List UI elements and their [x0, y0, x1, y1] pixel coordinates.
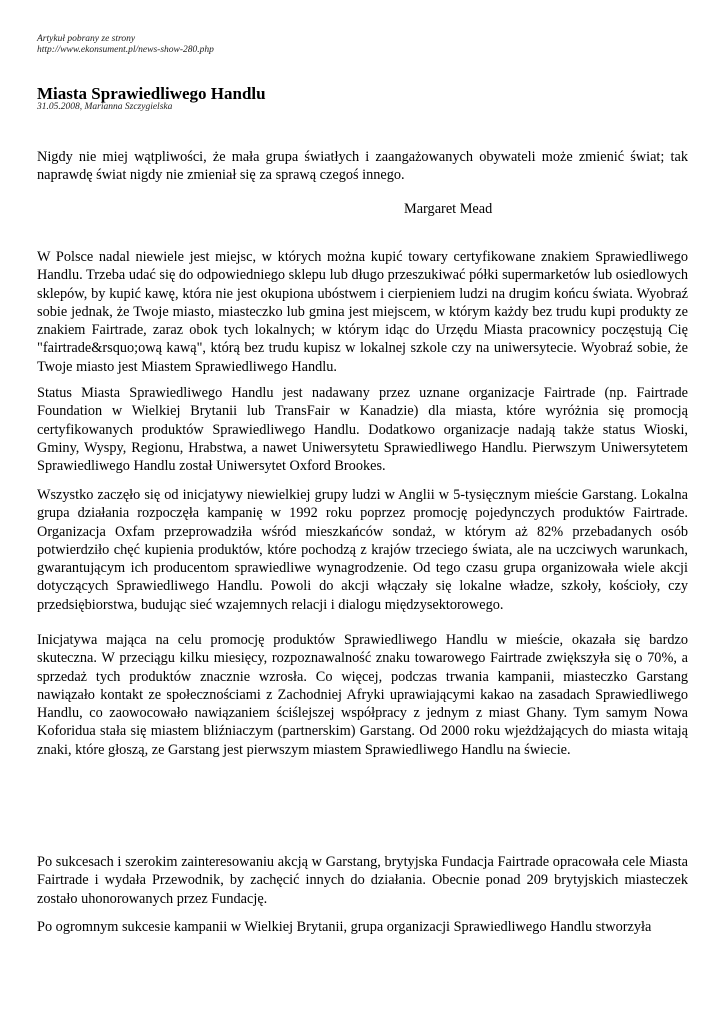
paragraph: W Polsce nadal niewiele jest miejsc, w których można kupić towary certyfikowane znakiem Sprawiedliwego Handlu. Trzeba udać się do odpowiedniego sklepu lub długo przeszukiwać półki supermarketów lub osiedlowych sklepów, by kupić kawę, która nie jest okupiona ubóstwem i cierpieniem ludzi na drugim końcu świata. Wyobraź sobie jednak, że Twoje miasto, miasteczko lub gmina jest miejscem, w którym każdy bez trudu kupi produkty ze znakiem Fairtrade, zaraz obok tych lokalnych; w którym idąc do Urzędu Miasta pracownicy poczęstują Cię "fairtrade&rsquo;ową kawą", którą bez trudu kupisz w lokalnej szkole czy na uniwersytecie. Wyobraź sobie, że Twoje miasto jest Miastem Sprawiedliwego Handlu. [37, 249, 688, 375]
epigraph-quote: Nigdy nie miej wątpliwości, że mała grupa światłych i zaangażowanych obywateli może zmienić świat; tak naprawdę świat nigdy nie zmieniał się za sprawą czegoś innego. [37, 149, 688, 184]
paragraph: Po sukcesach i szerokim zainteresowaniu akcją w Garstang, brytyjska Fundacja Fairtrade opracowała cele Miasta Fairtrade i wydała Przewodnik, by zachęcić innych do działania. Obecnie ponad 209 brytyjskich miasteczek zostało uhonorowanych przez Fundację. [37, 854, 688, 907]
paragraph: Inicjatywa mająca na celu promocję produktów Sprawiedliwego Handlu w mieście, okazała się bardzo skuteczna. W przeciągu kilku miesięcy, rozpoznawalność znaku towarowego Fairtrade zwiększyła się o 70%, a sprzedaż tych produktów znacznie wzrosła. Co więcej, podczas trwania kampanii, miasteczko Garstang nawiązało kontakt ze społecznościami z Zachodniej Afryki uprawiającymi kakao na zasadach Sprawiedliwego Handlu, co zaowocowało nawiązaniem ściślejszej współpracy z jednym z miast Ghany. Tym samym Nowa Koforidua stała się miastem bliźniaczym (partnerskim) Garstang. Od 2000 roku wjeżdżających do miasta witają znaki, które głoszą, ze Garstang jest pierwszym miastem Sprawiedliwego Handlu na świecie. [37, 632, 688, 758]
source-url: http://www.ekonsument.pl/news-show-280.php [37, 45, 214, 55]
paragraph: Po ogromnym sukcesie kampanii w Wielkiej Brytanii, grupa organizacji Sprawiedliwego Handlu stworzyła [37, 919, 652, 935]
paragraph: Wszystko zaczęło się od inicjatywy niewielkiej grupy ludzi w Anglii w 5-tysięcznym mieście Garstang. Lokalna grupa działania rozpoczęła kampanię w 1992 roku poprzez promocję pojedynczych produktów Fairtrade. Organizacja Oxfam przeprowadziła wśród mieszkańców sondaż, w którym aż 82% przebadanych osób potwierdziło chęć kupienia produktów, które pochodzą z krajów trzeciego świata, ale na uczciwych warunkach, gwarantującym ich producentom sprawiedliwe wynagrodzenie. Od tego czasu grupa organizowała wiele akcji dotyczących Sprawiedliwego Handlu. Powoli do akcji włączały się lokalne władze, szkoły, kościoły, czy przedsiębiorstwa, budując sieć wzajemnych relacji i dialogu międzysektorowego. [37, 487, 688, 613]
source-note [37, 34, 688, 56]
paragraph: Status Miasta Sprawiedliwego Handlu jest nadawany przez uznane organizacje Fairtrade (np. Fairtrade Foundation w Wielkiej Brytanii lub TransFair w Kanadzie) dla miasta, które wyróżnia się promocją certyfikowanych produktów Sprawiedliwego Handlu. Dodatkowo organizacje nadają także status Wioski, Gminy, Wyspy, Regionu, Hrabstwa, a nawet Uniwersytetu Sprawiedliwego Handlu. Pierwszym Uniwersytetem Sprawiedliwego Handlu został Uniwersytet Oxford Brookes. [37, 385, 688, 475]
article-title: Miasta Sprawiedliwego Handlu [37, 84, 266, 103]
epigraph-author: Margaret Mead [404, 201, 493, 217]
article-byline: 31.05.2008, Marianna Szczygielska [37, 102, 173, 112]
source-label: Artykuł pobrany ze strony [37, 34, 136, 44]
document-page [37, 34, 688, 935]
